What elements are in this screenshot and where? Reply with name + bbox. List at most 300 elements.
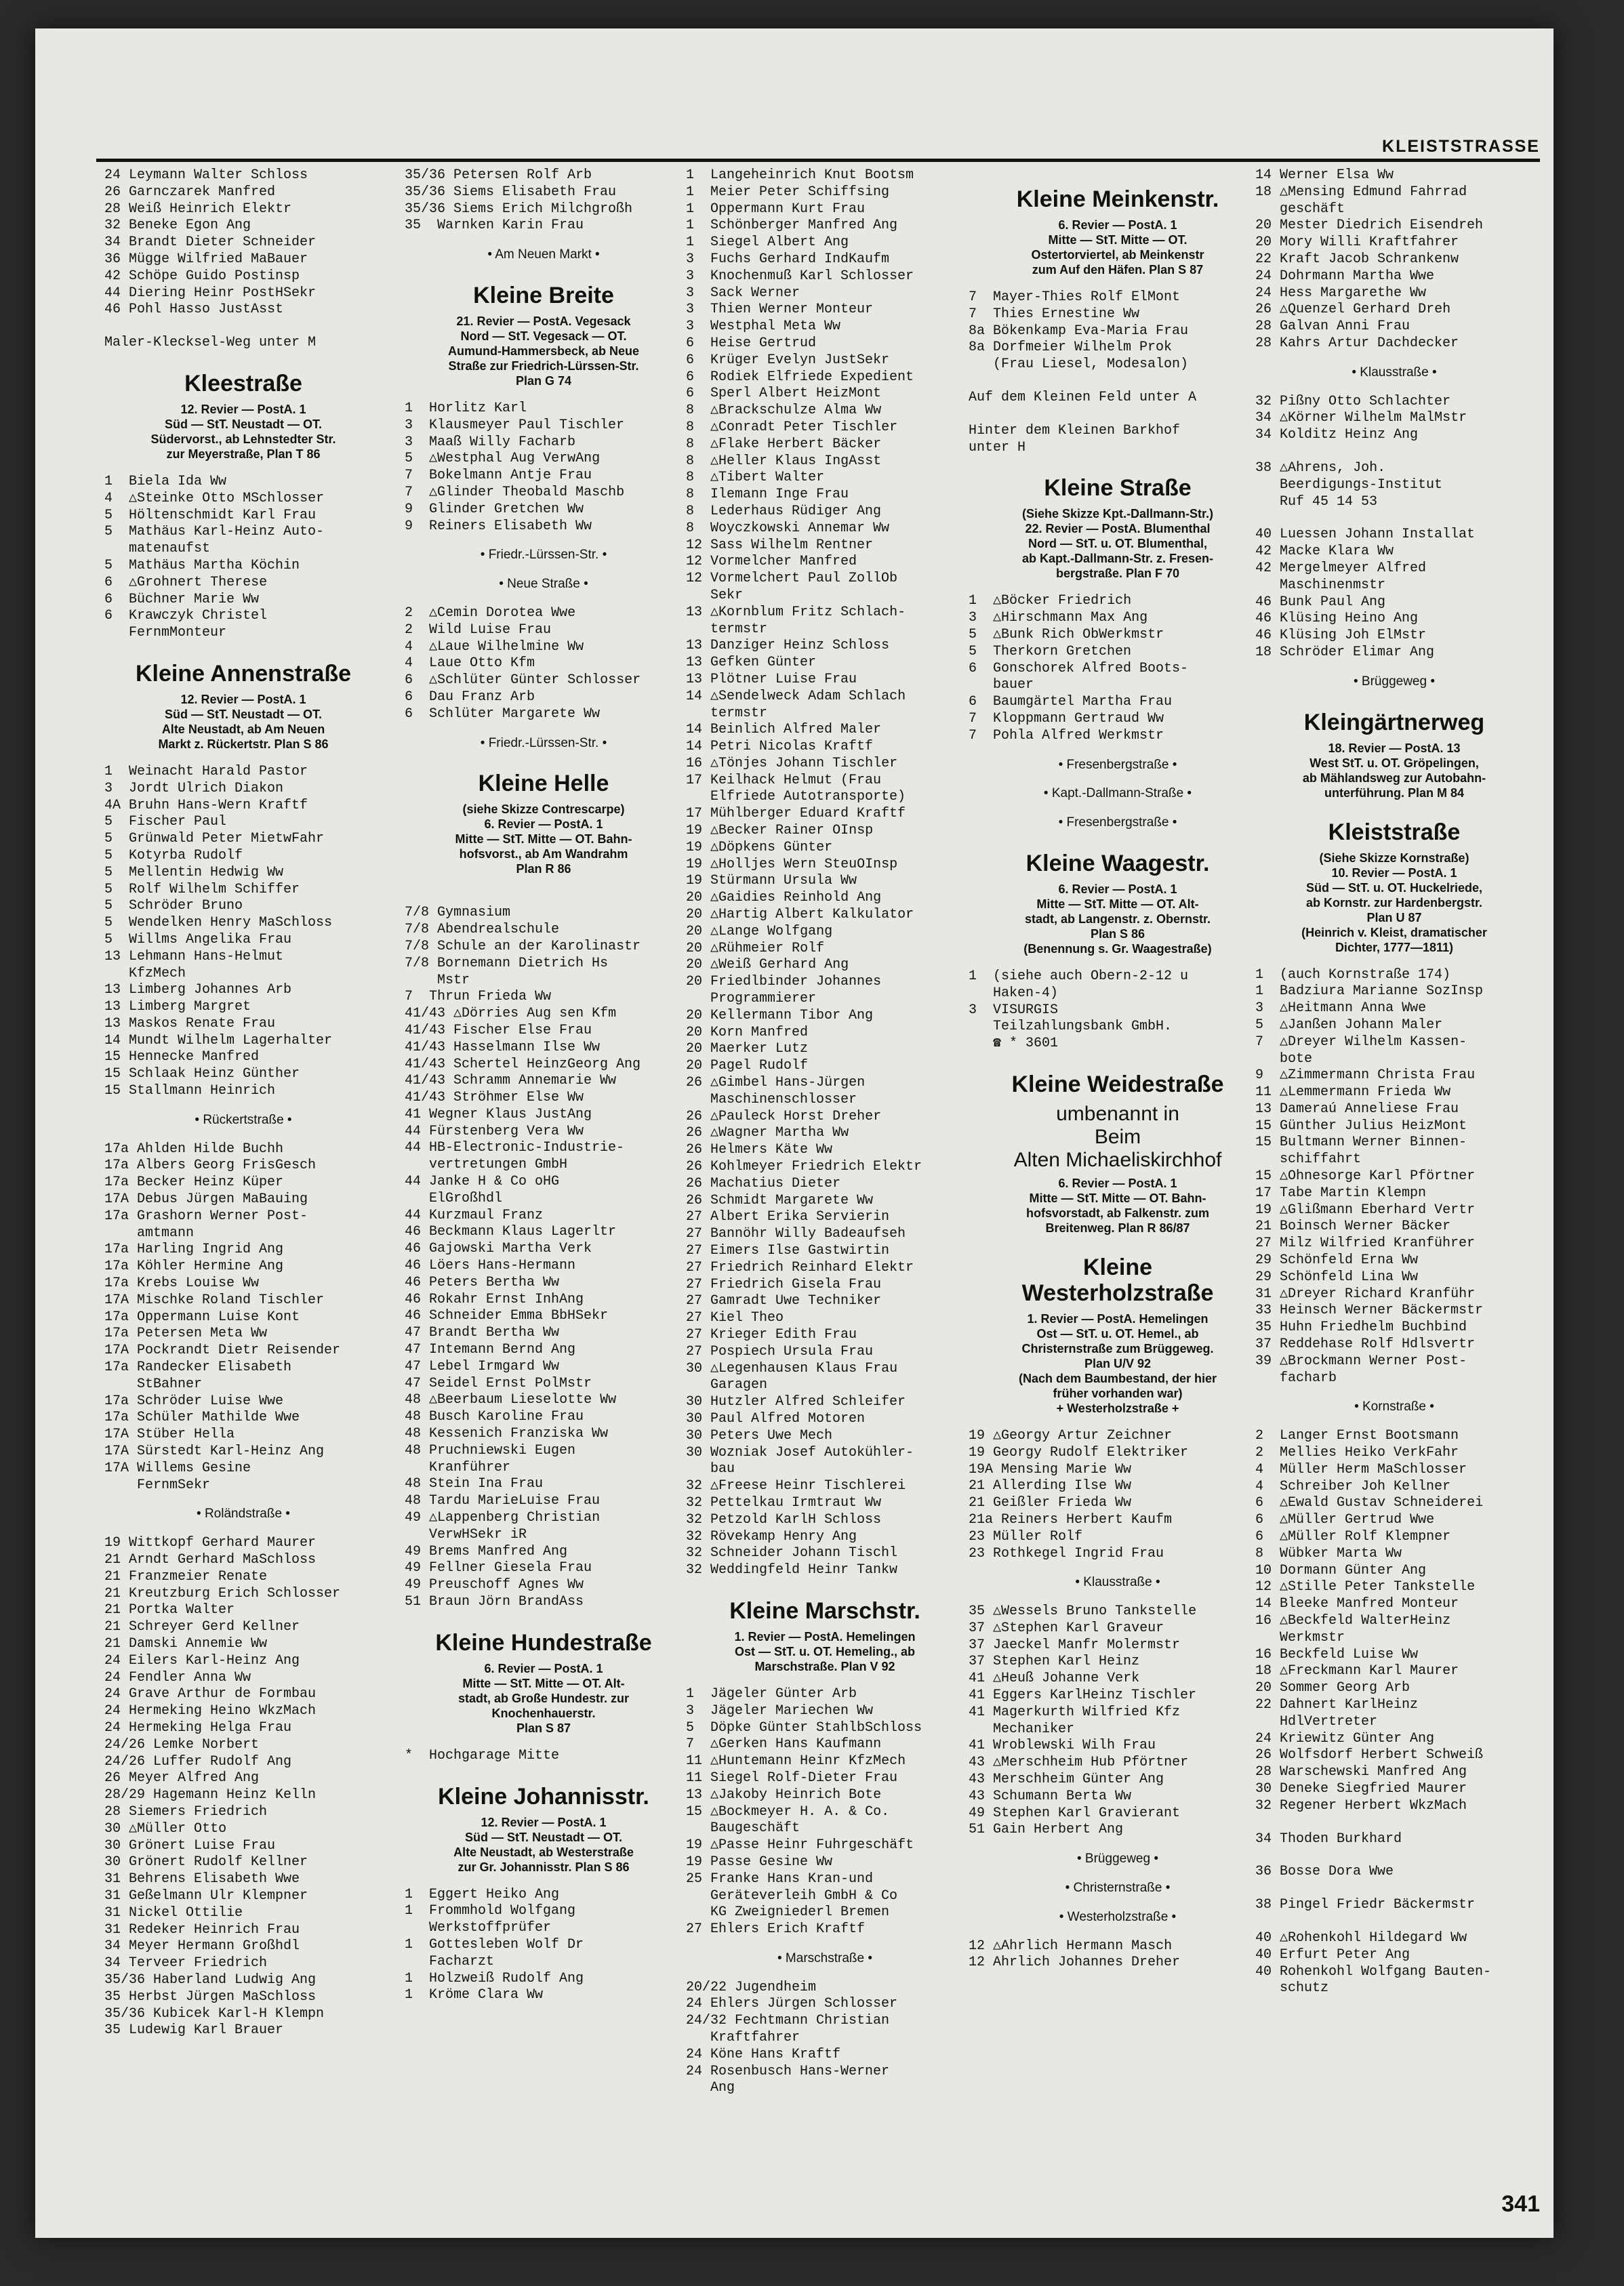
entry-line: 35 Herbst Jürgen MaSchloss: [104, 1988, 317, 2005]
entry-line: 8 Woyczkowski Annemar Ww: [686, 520, 890, 536]
cross-street-marker: • Roländstraße •: [197, 1507, 290, 1522]
entry-line: 27 Pospiech Ursula Frau: [686, 1343, 874, 1360]
entry-line: 49 Fellner Giesela Frau: [405, 1560, 592, 1576]
entry-line: 8 Ilemann Inge Frau: [686, 487, 849, 503]
entry-line: 19 Stürmann Ursula Ww: [686, 873, 857, 889]
entry-line: 21 Allerding Ilse Ww: [969, 1478, 1132, 1494]
header-rule: [96, 159, 1540, 162]
entry-line: bote: [1255, 1050, 1313, 1067]
entry-line: * Hochgarage Mitte: [405, 1747, 560, 1763]
entry-line: 1 Langeheinrich Knut Bootsm: [686, 167, 914, 183]
entry-line: Garagen: [686, 1377, 768, 1393]
entry-line: 14 △Sendelweck Adam Schlach: [686, 688, 906, 704]
entry-line: 37 △Stephen Karl Graveur: [969, 1620, 1164, 1636]
entry-line: 41 Wroblewski Wilh Frau: [969, 1738, 1156, 1754]
entry-line: 42 Macke Klara Ww: [1255, 544, 1394, 560]
entry-line: HdlVertreter: [1255, 1713, 1378, 1730]
entry-line: 35 Ludewig Karl Brauer: [104, 2022, 284, 2039]
entry-line: 2 Langer Ernst Bootsmann: [1255, 1428, 1459, 1444]
entry-line: 24 Eilers Karl-Heinz Ang: [104, 1652, 300, 1669]
street-info: 18. Revier — PostA. 13 West StT. u. OT. Gröpelingen, ab Mählandsweg zur Autobahn- unterführung. Plan M 84: [1302, 741, 1486, 800]
entry-line: 41 Eggers KarlHeinz Tischler: [969, 1688, 1197, 1704]
entry-line: 4A Bruhn Hans-Wern Kraftf: [104, 797, 308, 813]
entry-line: 21 Boinsch Werner Bäcker: [1255, 1219, 1451, 1235]
street-heading: Kleine Meinkenstr.: [1016, 186, 1219, 212]
entry-line: 20/22 Jugendheim: [686, 1979, 817, 1995]
entry-line: 20 Korn Manfred: [686, 1024, 809, 1040]
entry-line: 1 Siegel Albert Ang: [686, 234, 849, 251]
entry-line: Geräteverleih GmbH & Co: [686, 1887, 898, 1904]
entry-line: Kraftfahrer: [686, 2030, 800, 2046]
entry-line: 13 Gefken Günter: [686, 655, 817, 671]
entry-line: 5 △Bunk Rich ObWerkmstr: [969, 626, 1164, 642]
entry-line: 33 Heinsch Werner Bäckermstr: [1255, 1303, 1484, 1319]
entry-line: 8 △Flake Herbert Bäcker: [686, 436, 882, 452]
entry-line: VerwHSekr iR: [405, 1526, 527, 1543]
entry-line: 6 Gonschorek Alfred Boots-: [969, 660, 1189, 676]
entry-line: ☎ * 3601: [969, 1036, 1059, 1052]
street-info: (Siehe Skizze Kpt.-Dallmann-Str.) 22. Revier — PostA. Blumenthal Nord — StT. u. OT. Blumenthal, ab Kapt.-Dallmann-Str. z. Fresen- bergstraße. Plan F 70: [1021, 507, 1214, 581]
entry-line: 20 Mester Diedrich Eisendreh: [1255, 218, 1484, 234]
entry-line: 26 Wolfsdorf Herbert Schweiß: [1255, 1747, 1484, 1763]
entry-line: schutz: [1255, 1980, 1329, 1997]
entry-line: 27 Kiel Theo: [686, 1310, 784, 1326]
entry-line: 5 Kotyrba Rudolf: [104, 847, 243, 863]
street-heading: Kleine Weidestraße: [1011, 1071, 1224, 1097]
entry-line: 18 △Freckmann Karl Maurer: [1255, 1663, 1459, 1679]
entry-line: 17a Schüler Mathilde Wwe: [104, 1410, 300, 1426]
entry-line: 20 Sommer Georg Arb: [1255, 1680, 1410, 1696]
entry-line: 14 Beinlich Alfred Maler: [686, 722, 882, 738]
entry-line: 10 Dormann Günter Ang: [1255, 1562, 1427, 1578]
entry-line: 5 △Janßen Johann Maler: [1255, 1017, 1443, 1033]
entry-line: 24/26 Lemke Norbert: [104, 1736, 260, 1753]
entry-line: 30 △Legenhausen Klaus Frau: [686, 1360, 898, 1376]
entry-line: 13 Maskos Renate Frau: [104, 1015, 276, 1032]
entry-line: 8a Dorfmeier Wilhelm Prok: [969, 340, 1173, 356]
entry-line: 48 Tardu MarieLuise Frau: [405, 1493, 601, 1509]
entry-line: 16 Beckfeld Luise Ww: [1255, 1646, 1419, 1662]
entry-line: 47 Brandt Bertha Ww: [405, 1325, 560, 1341]
entry-line: 13 △Kornblum Fritz Schlach-: [686, 604, 906, 620]
entry-line: 32 Schneider Johann Tischl: [686, 1545, 898, 1562]
column-3: [686, 167, 964, 2097]
entry-line: 16 △Tönjes Johann Tischler: [686, 755, 898, 771]
entry-line: termstr: [686, 621, 768, 637]
entry-line: 8 △Conradt Peter Tischler: [686, 419, 898, 435]
cross-street-marker: • Rückertstraße •: [195, 1112, 292, 1127]
entry-line: 1 Weinacht Harald Pastor: [104, 763, 308, 779]
street-info: 6. Revier — PostA. 1 Mitte — StT. Mitte — OT. Bahn- hofsvorstadt, ab Falkenstr. zum Breitenweg. Plan R 86/87: [1026, 1176, 1210, 1235]
entry-line: 23 Rothkegel Ingrid Frau: [969, 1545, 1164, 1562]
entry-line: 24 Ehlers Jürgen Schlosser: [686, 1996, 898, 2012]
entry-line: Auf dem Kleinen Feld unter A: [969, 389, 1197, 405]
entry-line: 41/43 △Dörries Aug sen Kfm: [405, 1006, 617, 1022]
entry-line: 44 Fürstenberg Vera Ww: [405, 1123, 584, 1139]
entry-line: 15 △Ohnesorge Karl Pförtner: [1255, 1168, 1476, 1185]
entry-line: 11 △Huntemann Heinr KfzMech: [686, 1753, 906, 1770]
entry-line: 27 Albert Erika Servierin: [686, 1209, 890, 1225]
entry-line: 35/36 Kubicek Karl-H Klempn: [104, 2005, 325, 2022]
entry-line: 7 Pohla Alfred Werkmstr: [969, 727, 1164, 743]
entry-line: 12 Ahrlich Johannes Dreher: [969, 1955, 1181, 1971]
entry-line: 21 Damski Annemie Ww: [104, 1635, 268, 1652]
entry-line: 6 Schlüter Margarete Ww: [405, 706, 601, 722]
entry-line: 8 Lederhaus Rüdiger Ang: [686, 503, 882, 519]
entry-line: 7 Mayer-Thies Rolf ElMont: [969, 289, 1181, 305]
entry-line: 28/29 Hagemann Heinz Kelln: [104, 1787, 317, 1803]
entry-line: 12 Sass Wilhelm Rentner: [686, 537, 874, 553]
entry-line: 44 Janke H & Co oHG: [405, 1174, 560, 1190]
entry-line: 19 Passe Gesine Ww: [686, 1854, 833, 1870]
entry-line: Haken-4): [969, 985, 1059, 1001]
street-heading: Kleine Helle: [478, 771, 609, 797]
entry-line: Facharzt: [405, 1953, 495, 1969]
column-2: [405, 167, 683, 2004]
entry-line: 37 Stephen Karl Heinz: [969, 1654, 1140, 1670]
entry-line: 19 △Passe Heinr Fuhrgeschäft: [686, 1837, 914, 1854]
street-heading: Kleine Westerholzstraße: [1021, 1254, 1214, 1306]
street-info: 6. Revier — PostA. 1 Mitte — StT. Mitte — OT. Ostertorviertel, ab Meinkenstr zum Auf den Häfen. Plan S 87: [1031, 218, 1204, 277]
entry-line: 15 Hennecke Manfred: [104, 1049, 260, 1065]
entry-line: 3 Westphal Meta Ww: [686, 319, 841, 335]
entry-line: 9 Glinder Gretchen Ww: [405, 501, 584, 517]
entry-line: 6 Sperl Albert HeizMont: [686, 386, 882, 402]
entry-line: 35 △Wessels Bruno Tankstelle: [969, 1604, 1197, 1620]
entry-line: 17a Albers Georg FrisGesch: [104, 1158, 317, 1174]
entry-line: 27 Bannöhr Willy Badeaufseh: [686, 1226, 906, 1242]
entry-line: 3 Jägeler Mariechen Ww: [686, 1702, 874, 1719]
entry-line: 46 Gajowski Martha Verk: [405, 1241, 592, 1257]
street-info: (Siehe Skizze Kornstraße) 10. Revier — PostA. 1 Süd — StT. u. OT. Huckelriede, ab Kornstr. zur Hardenbergstr. Plan U 87 (Heinrich v. Kleist, dramatischer Dichter, 1777—1811): [1301, 851, 1487, 954]
entry-line: bauer: [969, 677, 1034, 693]
entry-line: 35/36 Haberland Ludwig Ang: [104, 1972, 317, 1988]
entry-line: 46 Rokahr Ernst InhAng: [405, 1291, 584, 1307]
street-info: 21. Revier — PostA. Vegesack Nord — StT. Vegesack — OT. Aumund-Hammersbeck, ab Neue Straße zur Friedrich-Lürssen-Str. Plan G 74: [447, 314, 640, 388]
entry-line: Ang: [686, 2080, 735, 2096]
entry-line: 5 Schröder Bruno: [104, 898, 243, 914]
entry-line: 46 Klüsing Joh ElMstr: [1255, 628, 1427, 644]
entry-line: 27 Eimers Ilse Gastwirtin: [686, 1243, 890, 1259]
entry-line: 27 Friedrich Gisela Frau: [686, 1276, 882, 1292]
entry-line: 21 Geißler Frieda Ww: [969, 1495, 1132, 1511]
entry-line: 31 Geßelmann Ulr Klempner: [104, 1887, 308, 1904]
entry-line: 19 △Becker Rainer OInsp: [686, 823, 874, 839]
entry-line: 15 Bultmann Werner Binnen-: [1255, 1135, 1467, 1151]
entry-line: 4 Laue Otto Kfm: [405, 655, 535, 672]
entry-line: 18 △Mensing Edmund Fahrrad: [1255, 184, 1467, 200]
entry-line: 22 Kraft Jacob Schrankenw: [1255, 251, 1459, 267]
entry-line: 46 Schneider Emma BbHSekr: [405, 1308, 609, 1324]
entry-line: 32 Rövekamp Henry Ang: [686, 1528, 857, 1545]
entry-line: 15 △Bockmeyer H. A. & Co.: [686, 1803, 890, 1820]
entry-line: 46 Klüsing Heino Ang: [1255, 611, 1419, 627]
entry-line: 6 Büchner Marie Ww: [104, 591, 260, 607]
entry-line: 17a Köhler Hermine Ang: [104, 1259, 284, 1275]
entry-line: 32 Petzold KarlH Schloss: [686, 1511, 882, 1528]
entry-line: Programmierer: [686, 991, 817, 1007]
entry-line: 24/26 Luffer Rudolf Ang: [104, 1753, 292, 1770]
entry-line: 9 Reiners Elisabeth Ww: [405, 518, 592, 534]
entry-line: 3 Klausmeyer Paul Tischler: [405, 417, 625, 433]
entry-line: 20 △Hartig Albert Kalkulator: [686, 907, 914, 923]
street-heading: Kleine Hundestraße: [435, 1629, 652, 1656]
running-head: KLEISTSTRASSE: [1382, 137, 1540, 156]
entry-line: 41 Magerkurth Wilfried Kfz: [969, 1704, 1181, 1720]
entry-line: 20 Maerker Lutz: [686, 1041, 809, 1057]
entry-line: 19 △Georgy Artur Zeichner: [969, 1427, 1173, 1444]
entry-line: 47 Lebel Irmgard Ww: [405, 1358, 560, 1374]
entry-line: 19 Georgy Rudolf Elektriker: [969, 1444, 1189, 1461]
entry-line: 41/43 Fischer Else Frau: [405, 1022, 592, 1038]
page-number: 341: [1501, 2191, 1540, 2217]
entry-line: 1 Kröme Clara Ww: [405, 1987, 544, 2003]
entry-line: 7 Thrun Frieda Ww: [405, 989, 552, 1005]
entry-line: Hinter dem Kleinen Barkhof: [969, 422, 1181, 438]
entry-line: 48 Stein Ina Frau: [405, 1476, 544, 1492]
entry-line: 21a Reiners Herbert Kaufm: [969, 1511, 1173, 1528]
entry-line: 16 △Beckfeld WalterHeinz: [1255, 1613, 1451, 1629]
entry-line: 1 Frommhold Wolfgang: [405, 1903, 576, 1919]
entry-line: 7 △Gerken Hans Kaufmann: [686, 1736, 882, 1753]
entry-line: 34 Terveer Friedrich: [104, 1955, 268, 1972]
entry-line: 47 Intemann Bernd Ang: [405, 1342, 576, 1358]
entry-line: 5 Höltenschmidt Karl Frau: [104, 507, 317, 523]
entry-line: 21 Arndt Gerhard MaSchloss: [104, 1552, 317, 1568]
entry-line: 35 Warnken Karin Frau: [405, 218, 584, 234]
entry-line: FernmMonteur: [104, 625, 227, 641]
entry-line: 13 Limberg Johannes Arb: [104, 982, 292, 998]
entry-line: 28 Weiß Heinrich Elektr: [104, 201, 292, 217]
entry-line: 3 Jordt Ulrich Diakon: [104, 780, 284, 796]
entry-line: 4 Müller Herm MaSchlosser: [1255, 1461, 1467, 1477]
spacer: [1255, 1914, 1533, 1930]
entry-line: Ruf 45 14 53: [1255, 493, 1378, 510]
entry-line: 42 Schöpe Guido Postinsp: [104, 268, 300, 284]
entry-line: Maschinenschlosser: [686, 1091, 857, 1107]
entry-line: 1 △Böcker Friedrich: [969, 593, 1132, 609]
entry-line: 13 △Jakoby Heinrich Bote: [686, 1787, 882, 1803]
street-heading: Kleine Johannisstr.: [438, 1783, 649, 1810]
entry-line: matenaufst: [104, 541, 211, 557]
entry-line: 1 (siehe auch Obern-2-12 u: [969, 968, 1189, 984]
entry-line: 41/43 Schertel HeinzGeorg Ang: [405, 1056, 641, 1072]
entry-line: 17A Debus Jürgen MaBauing: [104, 1191, 308, 1208]
entry-line: 3 Maaß Willy Facharb: [405, 434, 576, 450]
entry-line: 44 Kurzmaul Franz: [405, 1207, 544, 1223]
entry-line: 28 Galvan Anni Frau: [1255, 319, 1410, 335]
entry-line: 30 Peters Uwe Mech: [686, 1427, 833, 1444]
entry-line: 3 Sack Werner: [686, 285, 800, 301]
entry-line: 5 Rolf Wilhelm Schiffer: [104, 881, 300, 897]
entry-line: 7 △Dreyer Wilhelm Kassen-: [1255, 1034, 1467, 1050]
entry-line: 18 Schröder Elimar Ang: [1255, 644, 1435, 660]
entry-line: 41/43 Schramm Annemarie Ww: [405, 1073, 617, 1089]
entry-line: 26 △Quenzel Gerhard Dreh: [1255, 302, 1451, 318]
entry-line: Elfriede Autotransporte): [686, 789, 906, 805]
entry-line: 6 Heise Gertrud: [686, 335, 817, 351]
entry-line: 1 Eggert Heiko Ang: [405, 1886, 560, 1902]
entry-line: 24 Hess Margarethe Ww: [1255, 285, 1427, 301]
entry-line: 46 Beckmann Klaus Lagerltr: [405, 1224, 617, 1240]
entry-line: vertretungen GmbH: [405, 1157, 568, 1173]
entry-line: 31 Redeker Heinrich Frau: [104, 1921, 300, 1938]
entry-line: 37 Jaeckel Manfr Molermstr: [969, 1637, 1181, 1653]
entry-line: 26 Meyer Alfred Ang: [104, 1770, 260, 1787]
entry-line: 41 △Heuß Johanne Verk: [969, 1671, 1140, 1687]
spacer: [969, 407, 1267, 423]
entry-line: 41/43 Ströhmer Else Ww: [405, 1090, 584, 1106]
street-info: 12. Revier — PostA. 1 Süd — StT. Neustadt — OT. Alte Neustadt, ab Am Neuen Markt z. Rückertstr. Plan S 86: [158, 692, 329, 751]
entry-line: 46 Bunk Paul Ang: [1255, 594, 1386, 610]
entry-line: 14 Bleeke Manfred Monteur: [1255, 1596, 1459, 1612]
entry-line: 1 Holzweiß Rudolf Ang: [405, 1970, 584, 1986]
entry-line: Mstr: [405, 972, 470, 988]
entry-line: 6 △Grohnert Therese: [104, 574, 268, 590]
entry-line: 40 Erfurt Peter Ang: [1255, 1946, 1410, 1963]
spacer: [1255, 444, 1533, 460]
entry-line: 6 △Müller Gertrud Wwe: [1255, 1512, 1435, 1528]
entry-line: 4 Schreiber Joh Kellner: [1255, 1478, 1451, 1494]
cross-street-marker: • Klausstraße •: [1075, 1575, 1160, 1590]
entry-line: Werkmstr: [1255, 1629, 1345, 1646]
entry-line: 5 △Westphal Aug VerwAng: [405, 451, 601, 467]
street-heading: Kleestraße: [184, 370, 302, 396]
entry-line: Beerdigungs-Institut: [1255, 476, 1443, 493]
entry-line: 42 Mergelmeyer Alfred: [1255, 560, 1427, 576]
cross-street-marker: • Marschstraße •: [777, 1951, 872, 1965]
column-1: [104, 167, 382, 2039]
entry-line: 17 Tabe Martin Klempn: [1255, 1185, 1427, 1201]
entry-line: 44 HB-Electronic-Industrie-: [405, 1140, 625, 1156]
entry-line: 20 Pagel Rudolf: [686, 1058, 809, 1074]
entry-line: 23 Müller Rolf: [969, 1528, 1083, 1545]
entry-line: 17a Krebs Louise Ww: [104, 1275, 260, 1292]
entry-line: 4 △Steinke Otto MSchlosser: [104, 490, 325, 506]
entry-line: schiffahrt: [1255, 1151, 1362, 1168]
entry-line: 8 △Heller Klaus IngAsst: [686, 453, 882, 469]
entry-line: 41/43 Hasselmann Ilse Ww: [405, 1039, 601, 1055]
entry-line: 24 Hermeking Heino WkzMach: [104, 1703, 317, 1719]
entry-line: 12 △Ahrlich Hermann Masch: [969, 1938, 1173, 1954]
entry-line: 17A Pockrandt Dietr Reisender: [104, 1343, 341, 1359]
entry-line: 30 Grönert Rudolf Kellner: [104, 1854, 308, 1871]
entry-line: 44 Diering Heinr PostHSekr: [104, 285, 317, 301]
entry-line: 3 Thien Werner Monteur: [686, 302, 874, 318]
entry-line: 1 Horlitz Karl: [405, 400, 527, 416]
entry-line: 4 △Laue Wilhelmine Ww: [405, 638, 584, 655]
entry-line: FernmSekr: [104, 1477, 211, 1493]
entry-line: 24 Dohrmann Martha Wwe: [1255, 268, 1435, 284]
entry-line: KfzMech: [104, 965, 186, 981]
entry-line: 24 Hermeking Helga Frau: [104, 1719, 292, 1736]
entry-line: 30 Grönert Luise Frau: [104, 1837, 276, 1854]
entry-line: 38 Pingel Friedr Bäckermstr: [1255, 1897, 1476, 1913]
entry-line: amtmann: [104, 1225, 195, 1241]
entry-line: 24/32 Fechtmann Christian: [686, 2013, 890, 2029]
street-info: 1. Revier — PostA. Hemelingen Ost — StT. u. OT. Hemeling., ab Marschstraße. Plan V 92: [734, 1629, 916, 1673]
entry-line: 14 Petri Nicolas Kraftf: [686, 739, 874, 755]
entry-line: 11 Siegel Rolf-Dieter Frau: [686, 1770, 898, 1786]
entry-line: 29 Schönfeld Erna Ww: [1255, 1252, 1419, 1269]
entry-line: unter H: [969, 439, 1026, 455]
entry-line: 5 Fischer Paul: [104, 814, 227, 830]
entry-line: 26 △Wagner Martha Ww: [686, 1125, 849, 1141]
entry-line: 19 △Holljes Wern SteuOInsp: [686, 856, 898, 872]
entry-line: StBahner: [104, 1376, 203, 1392]
cross-street-marker: • Brüggeweg •: [1077, 1852, 1158, 1866]
entry-line: 19 △Glißmann Eberhard Vertr: [1255, 1202, 1476, 1218]
entry-line: 26 Helmers Käte Ww: [686, 1142, 833, 1158]
entry-line: 5 Wendelken Henry MaSchloss: [104, 915, 333, 931]
cross-street-marker: • Fresenbergstraße •: [1058, 757, 1177, 772]
entry-line: 14 Mundt Wilhelm Lagerhalter: [104, 1032, 333, 1048]
entry-line: 39 △Brockmann Werner Post-: [1255, 1353, 1467, 1369]
cross-street-marker: • Christernstraße •: [1065, 1881, 1171, 1896]
entry-line: 35/36 Petersen Rolf Arb: [405, 167, 592, 183]
entry-line: 6 △Müller Rolf Klempner: [1255, 1529, 1451, 1545]
rename-note: umbenannt in Beim Alten Michaeliskirchhof: [1013, 1102, 1222, 1171]
entry-line: 26 Machatius Dieter: [686, 1175, 841, 1191]
entry-line: 8 △Tibert Walter: [686, 470, 825, 486]
entry-line: 48 Pruchniewski Eugen: [405, 1442, 576, 1458]
entry-line: 24 Grave Arthur de Formbau: [104, 1686, 317, 1702]
spacer: [1255, 510, 1533, 527]
entry-line: 5 Mathäus Martha Köchin: [104, 557, 300, 573]
entry-line: Teilzahlungsbank GmbH.: [969, 1019, 1173, 1035]
entry-line: 20 Friedlbinder Johannes: [686, 974, 882, 990]
entry-line: 29 Schönfeld Lina Ww: [1255, 1269, 1419, 1285]
entry-line: 6 Krüger Evelyn JustSekr: [686, 352, 890, 368]
entry-line: 17a Schröder Luise Wwe: [104, 1393, 284, 1409]
cross-street-marker: • Westerholzstraße •: [1059, 1909, 1177, 1924]
entry-line: KG Zweigniederl Bremen: [686, 1904, 890, 1921]
entry-line: 24 Leymann Walter Schloss: [104, 167, 308, 183]
entry-line: 7/8 Bornemann Dietrich Hs: [405, 955, 609, 971]
entry-line: 19 △Döpkens Günter: [686, 839, 833, 855]
entry-line: 37 Reddehase Rolf Hdlsvertr: [1255, 1336, 1476, 1353]
entry-line: 20 Mory Willi Kraftfahrer: [1255, 234, 1459, 251]
cross-street-marker: • Kapt.-Dallmann-Straße •: [1043, 786, 1192, 801]
entry-line: 12 △Stille Peter Tankstelle: [1255, 1579, 1476, 1595]
entry-line: 1 Biela Ida Ww: [104, 473, 227, 489]
entry-line: 30 Deneke Siegfried Maurer: [1255, 1780, 1467, 1797]
entry-line: 30 Hutzler Alfred Schleifer: [686, 1394, 906, 1410]
entry-line: 1 Oppermann Kurt Frau: [686, 201, 866, 217]
entry-line: 13 Dameraú Anneliese Frau: [1255, 1101, 1459, 1117]
entry-line: 17a Oppermann Luise Kont: [104, 1309, 300, 1325]
entry-line: 30 Wozniak Josef Autokühler-: [686, 1444, 914, 1461]
entry-line: 12 Vormelcher Manfred: [686, 554, 857, 570]
entry-line: 36 Mügge Wilfried MaBauer: [104, 251, 308, 267]
street-heading: Kleine Waagestr.: [1026, 850, 1210, 876]
entry-line: 24 Rosenbusch Hans-Werner: [686, 2063, 890, 2079]
column-4: [969, 167, 1267, 1972]
entry-line: 8a Bökenkamp Eva-Maria Frau: [969, 323, 1189, 339]
entry-line: 31 Nickel Ottilie: [104, 1904, 243, 1921]
entry-line: Maschinenmstr: [1255, 577, 1386, 593]
entry-line: 49 Stephen Karl Gravierant: [969, 1805, 1181, 1821]
column-5: [1255, 167, 1533, 1997]
entry-line: 7 Kloppmann Gertraud Ww: [969, 710, 1164, 727]
street-info: 12. Revier — PostA. 1 Süd — StT. Neustadt — OT. Alte Neustadt, ab Westerstraße zur Gr. Johannisstr. Plan S 86: [453, 1815, 634, 1874]
entry-line: 7 Bokelmann Antje Frau: [405, 468, 592, 484]
entry-line: 49 Preuschoff Agnes Ww: [405, 1577, 584, 1593]
entry-line: 27 Friedrich Reinhard Elektr: [686, 1259, 914, 1275]
entry-line: 17a Grashorn Werner Post-: [104, 1208, 308, 1224]
entry-line: 21 Portka Walter: [104, 1602, 235, 1618]
entry-line: 2 △Cemin Dorotea Wwe: [405, 605, 576, 621]
